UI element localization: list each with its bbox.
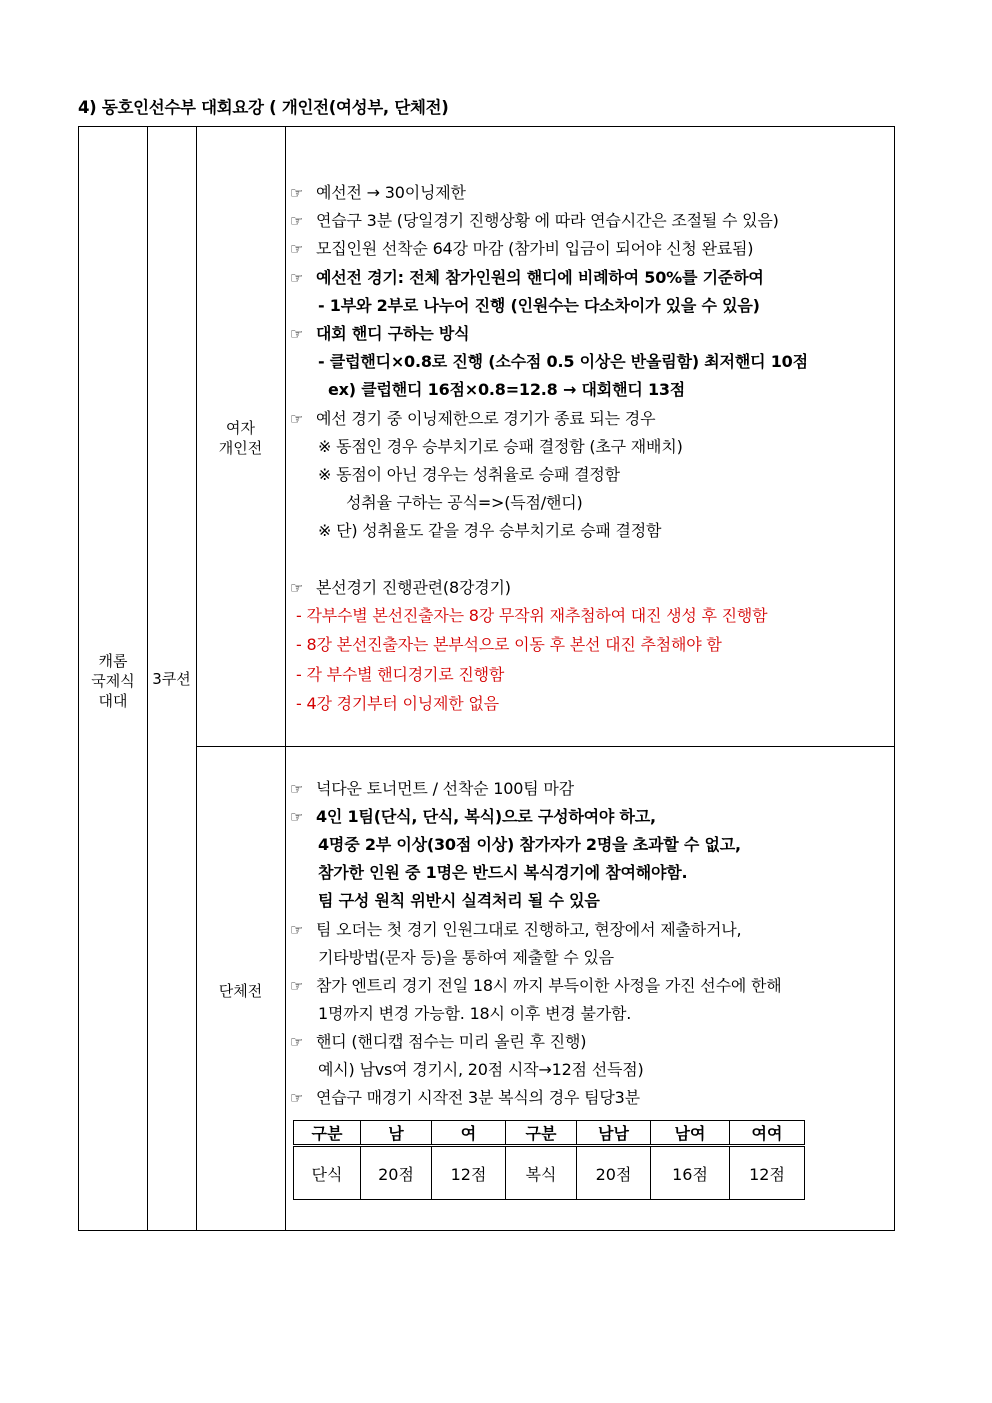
score-header-cell: 구분 (294, 1121, 361, 1146)
rule-line (318, 293, 760, 316)
section-label-line: 여자 (226, 419, 255, 437)
score-cell: 12점 (730, 1146, 805, 1200)
pointing-hand-icon: ☞ (290, 1032, 304, 1051)
rule-line (328, 377, 685, 400)
rule-line (296, 632, 722, 655)
rule-text: - 각 부수별 핸디경기로 진행함 (296, 664, 505, 684)
score-header-cell: 구분 (506, 1121, 577, 1146)
score-cell: 12점 (432, 1146, 506, 1200)
rule-line (318, 462, 620, 485)
score-header-cell: 남남 (577, 1121, 651, 1146)
rule-line (346, 490, 583, 513)
rule-line (318, 945, 614, 968)
pointing-hand-icon: ☞ (290, 184, 304, 202)
rule-line (318, 434, 683, 457)
score-header-cell: 남여 (651, 1121, 730, 1146)
rule-line (290, 1085, 640, 1108)
category-label-line: 캐롬 (98, 652, 128, 670)
pointing-hand-icon: ☞ (290, 808, 304, 827)
section-label-team: 단체전 (218, 982, 263, 1000)
rule-line (296, 691, 499, 714)
rule-text: 기타방법(문자 등)을 통하여 제출할 수 있음 (318, 947, 614, 967)
rule-text: 예선전 → 30이닝제한 (316, 183, 466, 202)
rule-line (290, 236, 753, 259)
score-cell: 20점 (577, 1146, 651, 1200)
rule-line (290, 973, 781, 996)
rule-line (290, 804, 656, 827)
rule-text: 예선 경기 중 이닝제한으로 경기가 종료 되는 경우 (316, 408, 656, 428)
rule-line (290, 575, 511, 598)
rule-line (318, 1001, 631, 1024)
rule-text: 모집인원 선착순 64강 마감 (참가비 입금이 되어야 신청 완료됨) (316, 239, 754, 259)
score-cell: 단식 (294, 1146, 361, 1200)
rule-text: 핸디 (핸디캡 점수는 미리 올린 후 진행) (316, 1031, 587, 1051)
category-label-line: 대대 (98, 692, 128, 710)
rule-text: - 8강 본선진출자는 본부석으로 이동 후 본선 대진 추첨해야 함 (296, 635, 722, 655)
rule-text: 참가 엔트리 경기 전일 18시 까지 부득이한 사정을 가진 선수에 한해 (316, 975, 782, 995)
rule-text: 팀 구성 원칙 위반시 실격처리 될 수 있음 (318, 891, 600, 911)
rule-text: 넉다운 토너먼트 / 선착순 100팀 마감 (316, 779, 574, 798)
rule-line (290, 406, 655, 429)
score-cell: 복식 (506, 1146, 577, 1200)
game-type-label: 3쿠션 (152, 670, 191, 688)
rule-text: 성취율 구하는 공식=>(득점/핸디) (346, 493, 583, 513)
rule-line (290, 180, 466, 203)
rule-text: 1명까지 변경 가능함. 18시 이후 변경 불가함. (318, 1003, 632, 1023)
rule-text: - 클럽핸디×0.8로 진행 (소수점 0.5 이상은 반올림함) 최저핸디 10점 (318, 352, 808, 372)
rule-text: - 4강 경기부터 이닝제한 없음 (296, 694, 499, 714)
score-cell: 16점 (651, 1146, 730, 1200)
col-divider-3 (285, 127, 286, 1230)
rule-line (318, 1057, 644, 1080)
rule-text: 팀 오더는 첫 경기 인원그대로 진행하고, 현장에서 제출하거나, (316, 919, 742, 939)
score-table-row (294, 1146, 805, 1200)
rule-line (290, 1029, 586, 1052)
rule-text: ※ 동점이 아닌 경우는 성취율로 승패 결정함 (318, 465, 620, 484)
section-heading: 4) 동호인선수부 대회요강 ( 개인전(여성부, 단체전) (78, 98, 449, 117)
rule-text: 4인 1팀(단식, 단식, 복식)으로 구성하여야 하고, (316, 807, 656, 827)
rule-line (296, 662, 504, 685)
rule-line (318, 860, 687, 883)
score-cell: 20점 (361, 1146, 432, 1200)
pointing-hand-icon: ☞ (290, 409, 304, 428)
rule-line (290, 321, 469, 344)
rule-text: 본선경기 진행관련(8강경기) (316, 577, 511, 597)
rule-text: - 1부와 2부로 나누어 진행 (인원수는 다소차이가 있을 수 있음) (318, 295, 760, 315)
section-label-line: 개인전 (218, 439, 263, 457)
section-label-individual (196, 418, 285, 458)
rule-line (290, 917, 741, 940)
rule-text: 4명중 2부 이상(30점 이상) 참가자가 2명을 초과할 수 없고, (318, 835, 741, 855)
score-header-cell: 여 (432, 1121, 506, 1146)
rule-text: 예시) 남vs여 경기시, 20점 시작→12점 선득점) (318, 1060, 644, 1079)
col-divider-2 (196, 127, 197, 1230)
pointing-hand-icon: ☞ (290, 976, 304, 995)
pointing-hand-icon: ☞ (290, 1089, 304, 1108)
rule-line (290, 208, 779, 231)
rule-text: 연습구 3분 (당일경기 진행상황 에 따라 연습시간은 조절될 수 있음) (316, 211, 779, 231)
handicap-score-table (293, 1120, 805, 1200)
rule-line (318, 518, 661, 541)
rule-text: ※ 단) 성취율도 같을 경우 승부치기로 승패 결정함 (318, 521, 662, 541)
rule-text: - 각부수별 본선진출자는 8강 무작위 재추첨하여 대진 생성 후 진행함 (296, 605, 768, 625)
rule-text: ex) 클럽핸디 16점×0.8=12.8 → 대회핸디 13점 (328, 380, 686, 400)
rule-text: 연습구 매경기 시작전 3분 복식의 경우 팀당3분 (316, 1088, 640, 1108)
category-label (79, 651, 147, 711)
rule-line (318, 832, 741, 855)
rule-text: 대회 핸디 구하는 방식 (316, 324, 470, 343)
pointing-hand-icon: ☞ (290, 212, 304, 231)
pointing-hand-icon: ☞ (290, 780, 304, 798)
score-table-header-row (294, 1121, 805, 1146)
pointing-hand-icon: ☞ (290, 920, 304, 939)
category-label-line: 국제식 (91, 672, 135, 690)
score-header-cell: 남 (361, 1121, 432, 1146)
rule-text: ※ 동점인 경우 승부치기로 승패 결정함 (초구 재배치) (318, 436, 683, 456)
rule-line (318, 349, 808, 372)
rule-text: 예선전 경기: 전체 참가인원의 핸디에 비례하여 50%를 기준하여 (316, 267, 764, 287)
pointing-hand-icon: ☞ (290, 268, 304, 287)
pointing-hand-icon: ☞ (290, 240, 304, 259)
rule-line (290, 265, 764, 288)
rule-line (318, 888, 600, 911)
rule-line (296, 603, 767, 626)
row-divider (196, 746, 894, 747)
rule-text: 참가한 인원 중 1명은 반드시 복식경기에 참여해야함. (318, 863, 688, 883)
pointing-hand-icon: ☞ (290, 578, 304, 597)
pointing-hand-icon: ☞ (290, 325, 304, 343)
rule-line (290, 776, 574, 799)
score-header-cell: 여여 (730, 1121, 805, 1146)
